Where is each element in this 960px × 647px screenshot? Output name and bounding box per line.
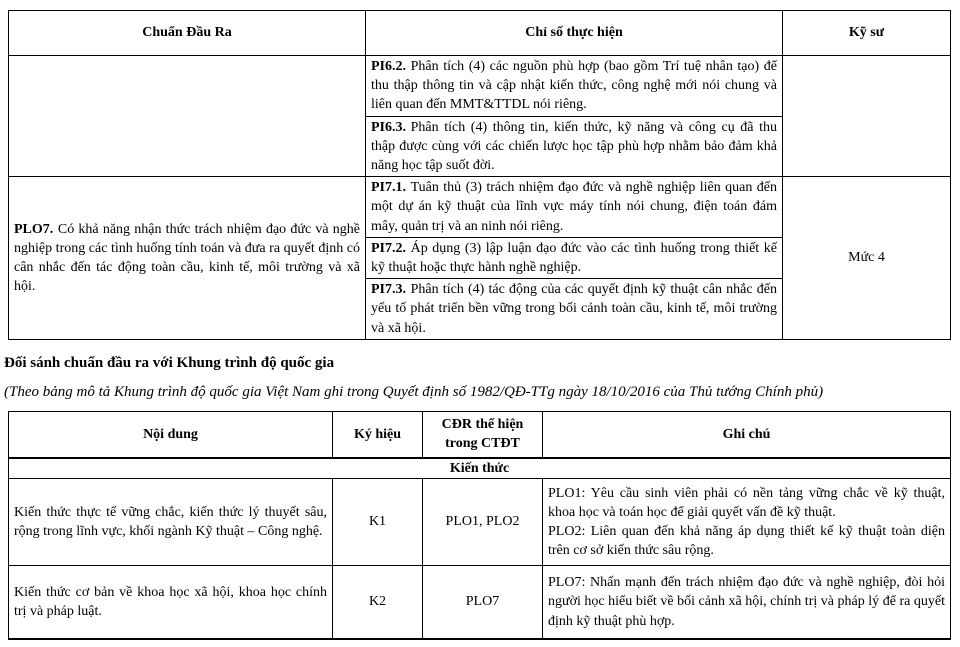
table-row: [9, 177, 951, 238]
section-heading: Đối sánh chuẩn đầu ra với Khung trình độ quốc gia: [4, 354, 335, 371]
pi-text: Tuân thủ (3) trách nhiệm đạo đức và nghề nghiệp liên quan đến một dự án kỹ thuật của lĩnh vực máy tính nói chung, điện toán đám mây, quản trị và an ninh nói riêng.: [371, 180, 777, 234]
table-row: [9, 566, 951, 640]
note-line: PLO1: Yêu cầu sinh viên phải có nền tảng vững chắc về kỹ thuật, khoa học và toán học để giải quyết vấn đề kỹ thuật.: [548, 485, 945, 520]
section-note: (Theo bảng mô tả Khung trình độ quốc gia Việt Nam ghi trong Quyết định số 1982/QĐ-TTg ngày 18/10/2016 của Thủ tướng Chính phủ): [4, 383, 824, 400]
note-line: PLO7: Nhấn mạnh đến trách nhiệm đạo đức và nghề nghiệp, đòi hỏi người học hiểu biết về bối cảnh xã hội, chính trị và pháp lý để ra quyết định kỹ thuật phù hợp.: [548, 575, 945, 629]
t2-header-ky-hieu: Ký hiệu: [333, 411, 423, 458]
pi6-2-cell: [366, 56, 783, 117]
pi-code: PI6.3.: [371, 119, 406, 135]
k2-content-cell: Kiến thức cơ bản về khoa học xã hội, khoa học chính trị và pháp luật.: [9, 566, 333, 640]
k2-cdr-cell: PLO7: [423, 566, 543, 640]
pi-code: PI6.2.: [371, 59, 406, 74]
pi-text: Áp dụng (3) lập luận đạo đức vào các tình huống trong thiết kế kỹ thuật hoặc thực hành nghề nghiệp.: [371, 240, 777, 276]
table-row: [9, 479, 951, 566]
k1-symbol-cell: K1: [333, 479, 423, 566]
plo7-outcome-cell: [9, 177, 366, 340]
outcomes-table-header-row: [9, 11, 951, 56]
t1-header-chuan-dau-ra: Chuẩn Đầu Ra: [9, 11, 366, 56]
section-row: [9, 458, 951, 479]
t1-header-ky-su: Kỹ sư: [783, 11, 951, 56]
t2-header-noi-dung: Nội dung: [9, 411, 333, 458]
plo6-level-cell-empty: [783, 56, 951, 177]
framework-table: [8, 411, 951, 640]
pi-code: PI7.1.: [371, 180, 406, 196]
pi-text: Phân tích (4) các nguồn phù hợp (bao gồm Trí tuệ nhân tạo) để thu thập thông tin và cập nhật kiến thức, công nghệ mới nói chung và liên quan đến MMT&TTDL nói riêng.: [371, 59, 777, 113]
plo-code: PLO7.: [14, 221, 54, 237]
table-row: [9, 56, 951, 117]
pi-code: PI7.2.: [371, 240, 406, 256]
pi-code: PI7.3.: [371, 282, 406, 298]
note-line: PLO2: Liên quan đến khả năng áp dụng thiết kế kỹ thuật toàn diện trên cơ sở kiến thức sâu rộng.: [548, 524, 945, 559]
pi-text: Phân tích (4) tác động của các quyết định kỹ thuật cân nhắc đến yếu tố phát triển bền vững trong bối cảnh toàn cầu, kinh tế, môi trường và xã hội.: [371, 282, 777, 336]
plo7-level-cell: Mức 4: [783, 177, 951, 340]
pi7-3-cell: [366, 279, 783, 340]
k1-cdr-cell: PLO1, PLO2: [423, 479, 543, 566]
plo6-outcome-cell-empty: [9, 56, 366, 177]
t2-header-ghi-chu: Ghi chú: [543, 411, 951, 458]
outcomes-table: [8, 10, 951, 340]
k2-symbol-cell: K2: [333, 566, 423, 640]
t1-header-chi-so-thuc-hien: Chỉ số thực hiện: [366, 11, 783, 56]
k2-note-cell: [543, 566, 951, 640]
k1-note-cell: [543, 479, 951, 566]
plo-text: Có khả năng nhận thức trách nhiệm đạo đức và nghề nghiệp trong các tình huống tính toán và đưa ra quyết định có cân nhắc đến tác động toàn cầu, kinh tế, môi trường và xã hội.: [14, 221, 360, 295]
pi-text: Phân tích (4) thông tin, kiến thức, kỹ năng và công cụ đã thu thập được cùng với các chiến lược học tập phù hợp nhằm bảo đảm khả năng học tập suốt đời.: [371, 119, 777, 174]
framework-table-header-row: [9, 411, 951, 458]
k1-content-cell: Kiến thức thực tế vững chắc, kiến thức lý thuyết sâu, rộng trong lĩnh vực, khối ngành Kỹ thuật – Công nghệ.: [9, 479, 333, 566]
pi6-3-cell: [366, 116, 783, 177]
knowledge-section-label: Kiến thức: [9, 458, 951, 479]
t2-header-cdr: CĐR thể hiện trong CTĐT: [423, 411, 543, 458]
pi7-2-cell: [366, 237, 783, 278]
pi7-1-cell: [366, 177, 783, 238]
